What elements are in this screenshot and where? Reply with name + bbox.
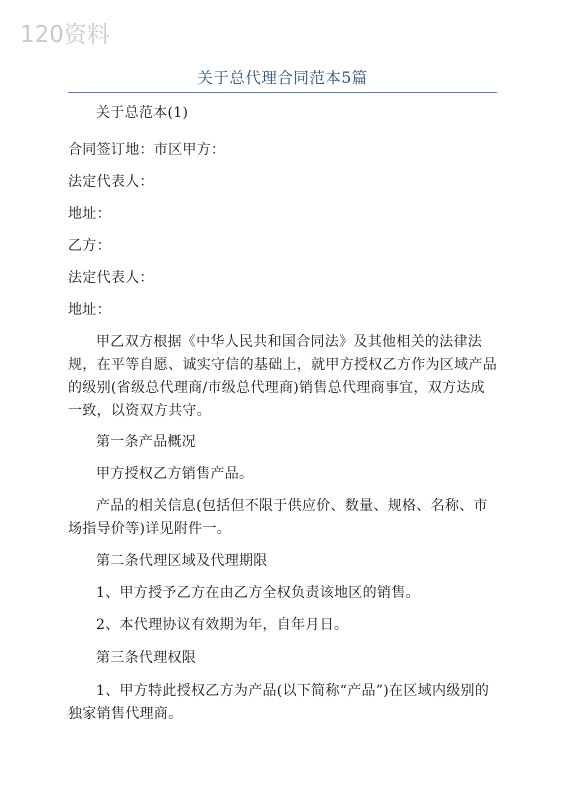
article-1-clause-2: 产品的相关信息(包括但不限于供应价、数量、规格、名称、市场指导价等)详见附件一。	[68, 498, 488, 537]
party-b-line: 乙方：	[68, 238, 111, 254]
contract-location-line: 合同签订地：市区甲方：	[68, 142, 226, 158]
subtitle-paragraph: 关于总范本(1)	[96, 105, 189, 121]
party-b-address-line: 地址：	[68, 302, 111, 318]
party-a-representative-line: 法定代表人：	[68, 174, 154, 190]
document-title: 关于总代理合同范本5篇	[197, 69, 368, 87]
article-3-clause-1: 1、甲方特此授权乙方为产品(以下简称“产品”)在区域内级别的独家销售代理商。	[68, 683, 490, 722]
watermark-logo: 120资料	[20, 22, 110, 48]
article-3-heading: 第三条代理权限	[96, 650, 197, 666]
article-1-clause-1: 甲方授权乙方销售产品。	[96, 466, 254, 482]
title-divider	[68, 92, 497, 93]
article-2-heading: 第二条代理区域及代理期限	[96, 553, 268, 569]
party-b-representative-line: 法定代表人：	[68, 270, 154, 286]
preamble-paragraph: 甲乙双方根据《中华人民共和国合同法》及其他相关的法律法规，在平等自愿、诚实守信的基础上，就甲方授权乙方作为区域产品的级别(省级总代理商/市级总代理商)销售总代理商事宜，双方达成一致，以资双方共守。	[68, 334, 497, 419]
article-2-clause-2: 2、本代理协议有效期为年，自年月日。	[96, 617, 349, 633]
party-a-address-line: 地址：	[68, 206, 111, 222]
article-2-clause-1: 1、甲方授予乙方在由乙方全权负责该地区的销售。	[96, 585, 420, 601]
article-1-heading: 第一条产品概况	[96, 434, 197, 450]
